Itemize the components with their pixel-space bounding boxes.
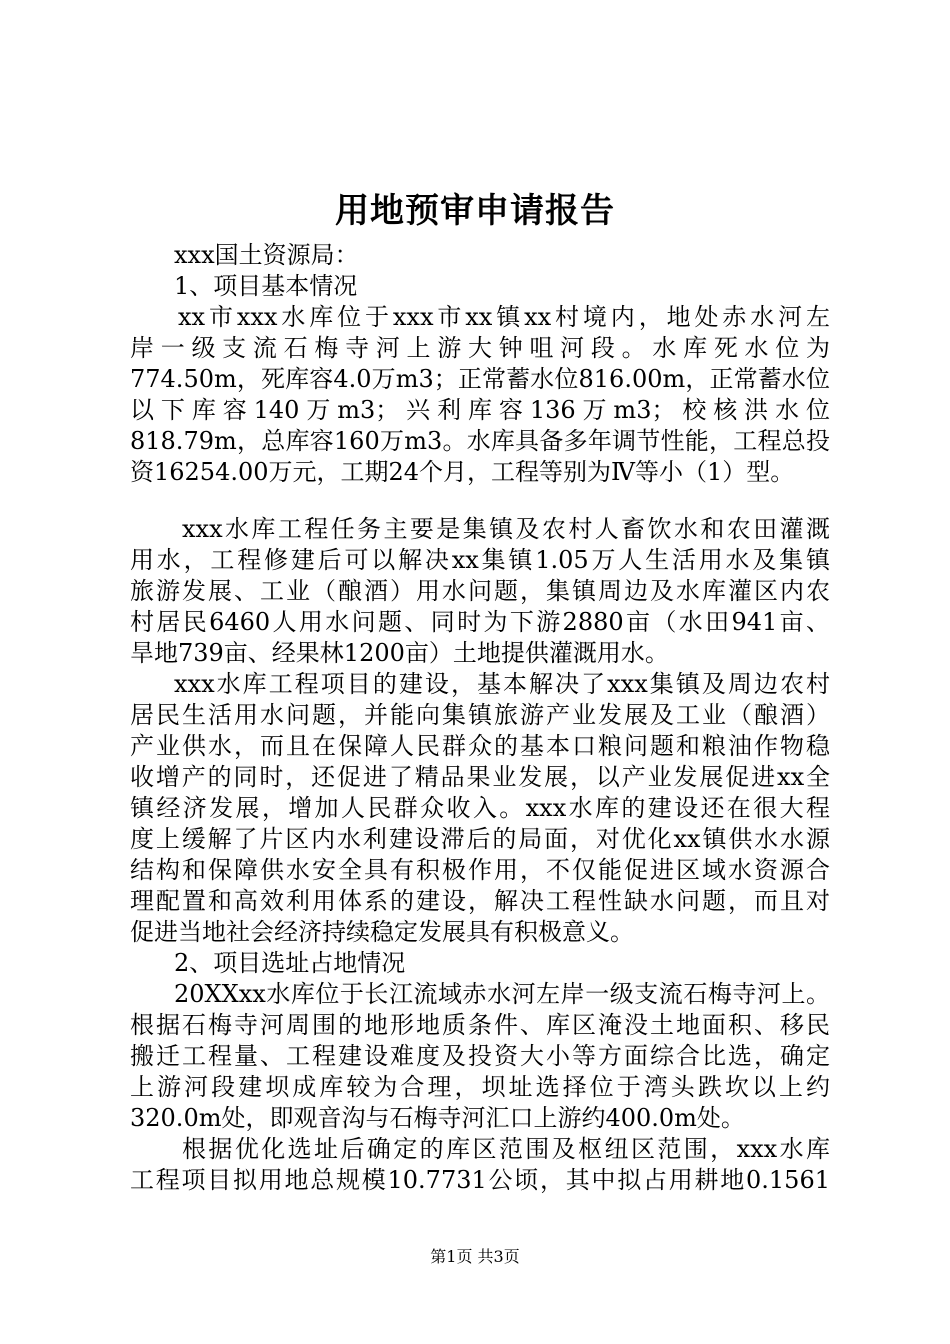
paragraph-line: 根据优化选址后确定的库区范围及枢纽区范围，xxx水库 <box>182 1135 830 1163</box>
paragraph-line: xxx水库工程任务主要是集镇及农村人畜饮水和农田灌溉 <box>182 515 830 543</box>
paragraph-line: 岸一级支流石梅寺河上游大钟咀河段。水库死水位为 <box>130 334 830 362</box>
paragraph-line: 根据石梅寺河周围的地形地质条件、库区淹没土地面积、移民 <box>130 1011 830 1039</box>
paragraph-4 <box>130 979 830 1134</box>
paragraph-line: xxx水库工程项目的建设，基本解决了xxx集镇及周边农村 <box>174 670 830 698</box>
paragraph-line: 收增产的同时，还促进了精品果业发展，以产业发展促进xx全 <box>130 763 830 791</box>
paragraph-line: 工程项目拟用地总规模10.7731公顷，其中拟占用耕地0.1561 <box>130 1166 830 1194</box>
paragraph-line: 以下库容140万m3；兴利库容136万m3；校核洪水位 <box>130 396 830 424</box>
paragraph-line: 度上缓解了片区内水利建设滞后的局面，对优化xx镇供水水源 <box>130 825 830 853</box>
paragraph-line: 818.79m，总库容160万m3。水库具备多年调节性能，工程总投 <box>130 427 830 455</box>
paragraph-line: 上游河段建坝成库较为合理，坝址选择位于湾头跌坎以上约 <box>130 1073 830 1101</box>
paragraph-line: 旱地739亩、经果林1200亩）土地提供灌溉用水。 <box>130 639 669 667</box>
section-heading-2: 2、项目选址占地情况 <box>174 949 406 977</box>
paragraph-line: xx市xxx水库位于xxx市xx镇xx村境内，地处赤水河左 <box>178 303 830 331</box>
paragraph-1 <box>130 302 830 488</box>
paragraph-line: 320.0m处，即观音沟与石梅寺河汇口上游约400.0m处。 <box>130 1104 745 1132</box>
paragraph-line: 村居民6460人用水问题、同时为下游2880亩（水田941亩、 <box>130 608 830 636</box>
paragraph-5 <box>130 1134 830 1196</box>
document-body <box>130 240 830 1196</box>
page-number-footer: 第1页 共3页 <box>430 1247 520 1266</box>
paragraph-line: 搬迁工程量、工程建设难度及投资大小等方面综合比选，确定 <box>130 1042 830 1070</box>
paragraph-line: 用水，工程修建后可以解决xx集镇1.05万人生活用水及集镇 <box>130 546 830 574</box>
paragraph-line: 理配置和高效利用体系的建设，解决工程性缺水问题，而且对 <box>130 887 830 915</box>
paragraph-3 <box>130 669 830 948</box>
paragraph-line: 镇经济发展，增加人民群众收入。xxx水库的建设还在很大程 <box>130 794 830 822</box>
paragraph-line: 资16254.00万元，工期24个月，工程等别为Ⅳ等小（1）型。 <box>130 458 795 486</box>
paragraph-line: 居民生活用水问题，并能向集镇旅游产业发展及工业（酿酒） <box>130 701 830 729</box>
paragraph-line: 旅游发展、工业（酿酒）用水问题，集镇周边及水库灌区内农 <box>130 577 830 605</box>
document-title: 用地预审申请报告 <box>335 191 615 231</box>
salutation: xxx国土资源局： <box>174 241 359 269</box>
paragraph-2 <box>130 514 830 669</box>
paragraph-line: 结构和保障供水安全具有积极作用，不仅能促进区域水资源合 <box>130 856 830 884</box>
paragraph-spacer <box>130 488 830 514</box>
paragraph-line: 促进当地社会经济持续稳定发展具有积极意义。 <box>130 918 634 946</box>
paragraph-line: 产业供水，而且在保障人民群众的基本口粮问题和粮油作物稳 <box>130 732 830 760</box>
paragraph-line: 20XXxx水库位于长江流域赤水河左岸一级支流石梅寺河上。 <box>174 980 830 1008</box>
section-heading-1: 1、项目基本情况 <box>174 272 358 300</box>
paragraph-line: 774.50m，死库容4.0万m3；正常蓄水位816.00m，正常蓄水位 <box>130 365 830 393</box>
